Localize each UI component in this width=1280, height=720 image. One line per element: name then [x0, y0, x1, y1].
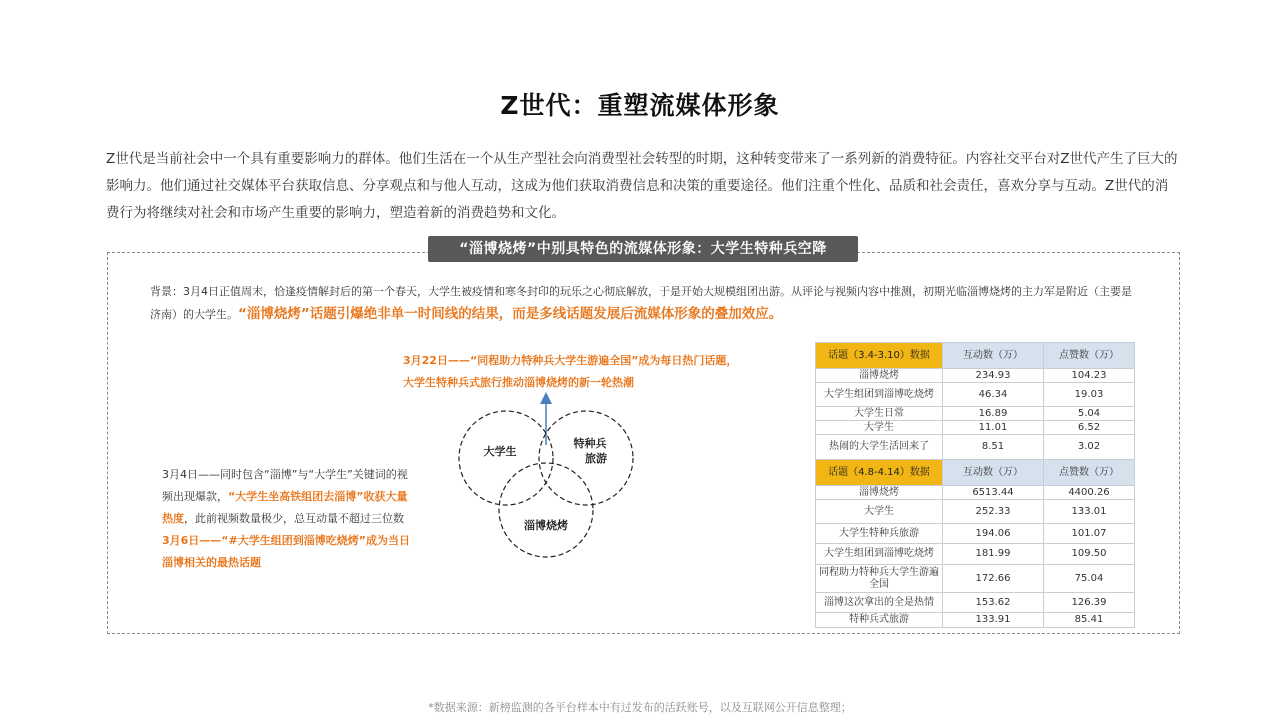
venn-label-students: 大学生: [483, 445, 517, 458]
table1-header-topic: 话题（3.4-3.10）数据: [816, 343, 943, 369]
venn-label-zibo-bbq: 淄博烧烤: [524, 519, 568, 532]
intro-paragraph: Z世代是当前社会中一个具有重要影响力的群体。他们生活在一个从生产型社会向消费型社会转型的时期，这种转变带来了一系列新的消费特征。内容社交平台对Z世代产生了巨大的影响力。他们通过社交媒体平台获取信息、分享观点和与他人互动，这成为他们获取消费信息和决策的重要途径。他们注重个性化、品质和社会责任，喜欢分享与互动。Z世代的消费行为将继续对社会和市场产生重要的影响力，塑造着新的消费趋势和文化。: [106, 151, 1178, 221]
table-row: [816, 435, 1135, 460]
table-cell: 109.50: [1044, 544, 1135, 565]
background-text: 背景：3月4日正值周末，恰逢疫情解封后的第一个春天，大学生被疫情和寒冬封印的玩乐之心彻底解放，于是开始大规模组团出游。从评论与视频内容中推测，初期光临淄博烧烤的主力军是附近（主要是济南）的大学生。: [150, 285, 1132, 321]
venn-circle-zibo-bbq: [499, 463, 593, 557]
note-left-highlight: “大学生坐高铁组团去淄博”收获大量热度: [162, 490, 408, 525]
venn-label-special-forces-2: 旅游: [585, 452, 607, 465]
table-cell: 热闹的大学生活回来了: [816, 435, 943, 460]
table-row: [816, 524, 1135, 544]
table-cell: 6.52: [1044, 421, 1135, 435]
page-title: Z世代：重塑流媒体形象: [500, 91, 780, 120]
background-highlight: “淄博烧烤”话题引爆绝非单一时间线的结果，而是多线话题发展后流媒体形象的叠加效应。: [238, 306, 783, 322]
table2-header-row: [816, 460, 1135, 486]
table-row: [816, 421, 1135, 435]
table-cell: 194.06: [943, 524, 1044, 544]
table-cell: 11.01: [943, 421, 1044, 435]
section-banner: “淄博烧烤”中别具特色的流媒体形象：大学生特种兵空降: [428, 236, 858, 262]
table-cell: 同程助力特种兵大学生游遍全国: [816, 565, 943, 593]
table-cell: 252.33: [943, 500, 1044, 524]
table-cell: 4400.26: [1044, 486, 1135, 500]
table-cell: 16.89: [943, 407, 1044, 421]
table-cell: 大学生: [816, 421, 943, 435]
note-march-4-6: [162, 464, 414, 574]
table2-header-likes: 点赞数（万）: [1044, 460, 1135, 486]
data-source-footnote: *数据来源：新榜监测的各平台样本中有过发布的活跃账号，以及互联网公开信息整理；: [428, 701, 852, 714]
topic-data-table: [815, 342, 1135, 628]
table-cell: 19.03: [1044, 383, 1135, 407]
table-cell: 133.01: [1044, 500, 1135, 524]
table-row: [816, 593, 1135, 613]
table-cell: 大学生特种兵旅游: [816, 524, 943, 544]
table-cell: 5.04: [1044, 407, 1135, 421]
table1-header-likes: 点赞数（万）: [1044, 343, 1135, 369]
table-cell: 101.07: [1044, 524, 1135, 544]
table-cell: 46.34: [943, 383, 1044, 407]
note-left-part3: ，此前视频数量极少，总互动量不超过三位数: [184, 512, 404, 525]
table-cell: 淄博这次拿出的全是热情: [816, 593, 943, 613]
table-cell: 大学生组团到淄博吃烧烤: [816, 383, 943, 407]
table-row: [816, 544, 1135, 565]
table-cell: 6513.44: [943, 486, 1044, 500]
table-cell: 85.41: [1044, 613, 1135, 628]
table2-header-topic: 话题（4.8-4.14）数据: [816, 460, 943, 486]
table-cell: 淄博烧烤: [816, 369, 943, 383]
table1-header-row: [816, 343, 1135, 369]
table-row: [816, 383, 1135, 407]
table2-header-interactions: 互动数（万）: [943, 460, 1044, 486]
table-cell: 3.02: [1044, 435, 1135, 460]
table-cell: 126.39: [1044, 593, 1135, 613]
table-row: [816, 486, 1135, 500]
table-cell: 大学生组团到淄博吃烧烤: [816, 544, 943, 565]
table-row: [816, 565, 1135, 593]
table-cell: 淄博烧烤: [816, 486, 943, 500]
table-row: [816, 500, 1135, 524]
table-row: [816, 613, 1135, 628]
table1-header-interactions: 互动数（万）: [943, 343, 1044, 369]
table-row: [816, 407, 1135, 421]
table-row: [816, 369, 1135, 383]
table-cell: 172.66: [943, 565, 1044, 593]
note-left-part1: 3月4日——同时包含“淄博”与“大学生”关键词的视频出现爆款，: [162, 468, 408, 503]
venn-label-special-forces-1: 特种兵: [573, 437, 607, 450]
table-cell: 133.91: [943, 613, 1044, 628]
table-cell: 75.04: [1044, 565, 1135, 593]
note-march-22: 3月22日——“同程助力特种兵大学生游遍全国”成为每日热门话题，大学生特种兵式旅行推动淄博烧烤的新一轮热潮: [403, 354, 738, 389]
table-cell: 特种兵式旅游: [816, 613, 943, 628]
table-cell: 8.51: [943, 435, 1044, 460]
table-cell: 153.62: [943, 593, 1044, 613]
note-left-march-6: 3月6日——“#大学生组团到淄博吃烧烤”成为当日淄博相关的最热话题: [162, 534, 410, 569]
table-cell: 104.23: [1044, 369, 1135, 383]
table-cell: 234.93: [943, 369, 1044, 383]
table-cell: 大学生: [816, 500, 943, 524]
table-cell: 181.99: [943, 544, 1044, 565]
table-cell: 大学生日常: [816, 407, 943, 421]
venn-diagram: [450, 390, 650, 565]
background-paragraph: [150, 281, 1140, 326]
